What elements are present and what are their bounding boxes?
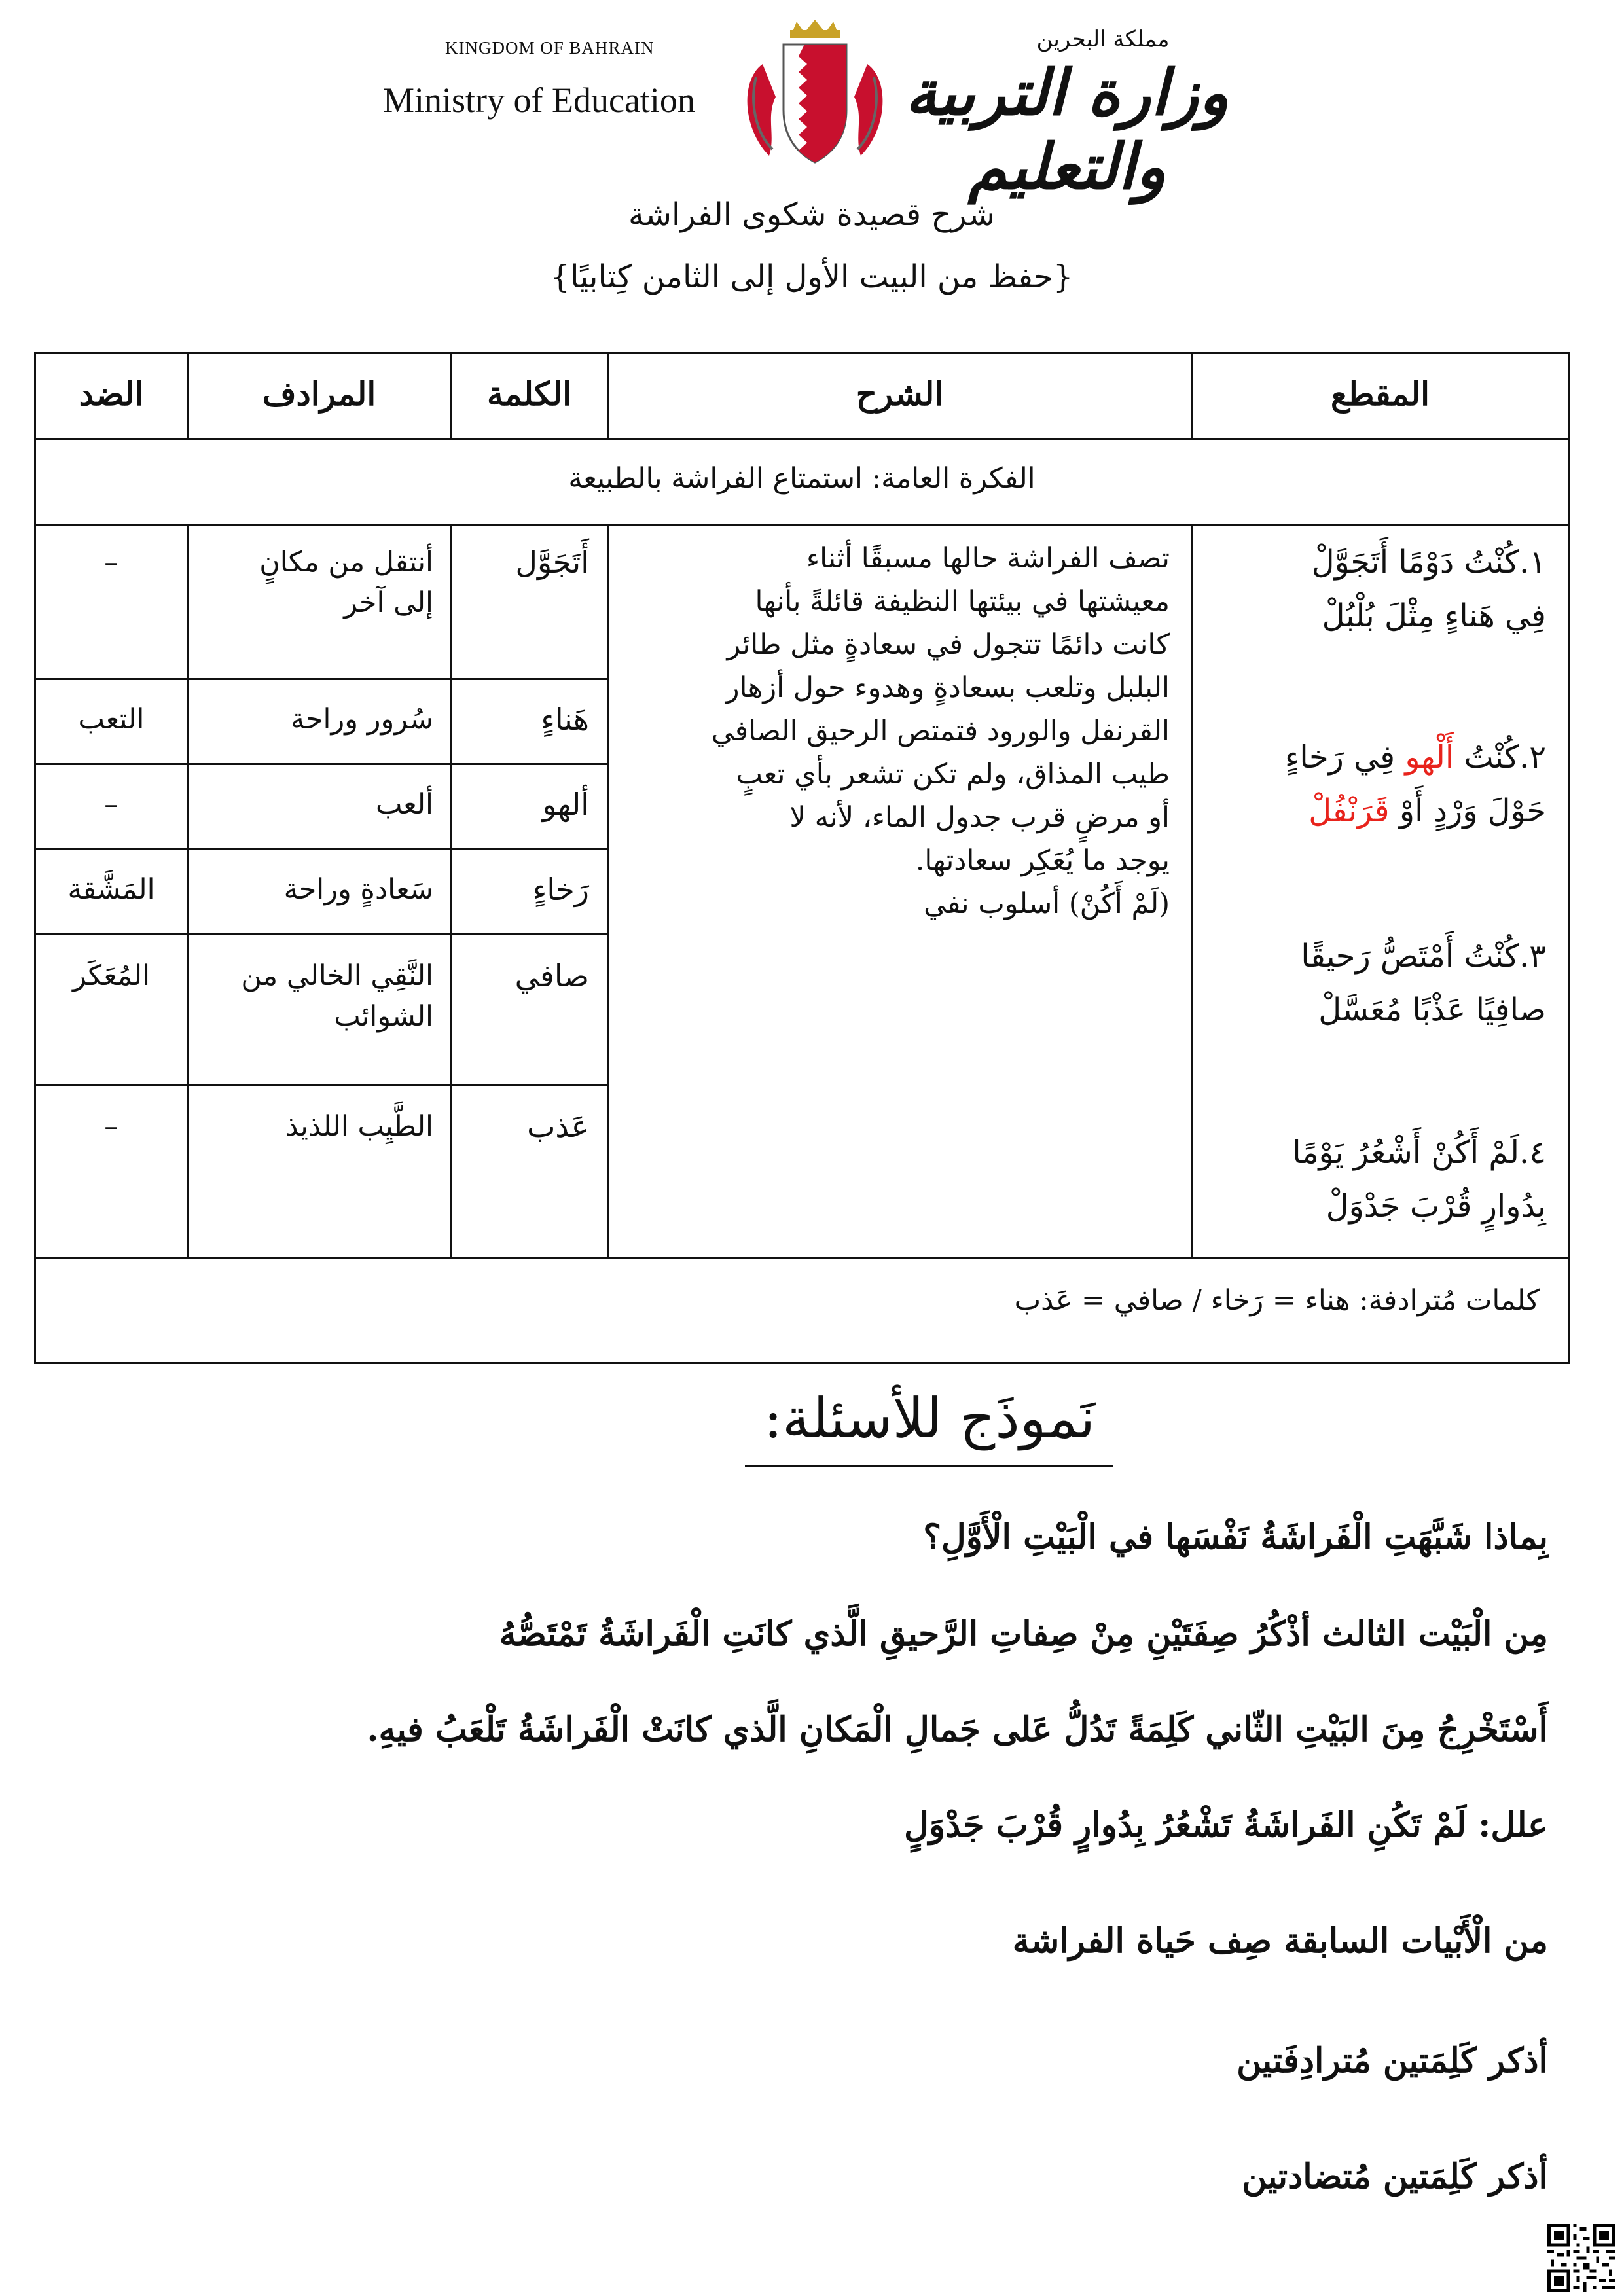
vocab-synonym: الطَّيِب اللذيذ [285,1110,433,1143]
vocab-antonym: المُعَكَر [72,960,151,992]
heading-underline [745,1465,1113,1467]
question-1: بِماذا شَبَّهَتِ الْفَراشَةُ نَفْسَها في الْبَيْتِ الْأَوَّلِ؟ [923,1517,1548,1557]
vocab-antonym: – [104,1110,118,1143]
explanation-text: تصف الفراشة حالها مسبقًا أثناء معيشتها في بيئتها النظيفة قائلةً بأنها كانت دائمًا تتجول في سعادةٍ مثل طائر البلبل وتلعب بسعادةٍ وهدوء حول أزهار القرنفل والورود فتمتص الرحيق الصافي طيب المذاق، ولم تكن تشعر بأي تعبٍ أو مرضٍ قرب جدول الماء، لأنه لا يوجد ما يُعَكِر سعادتها. (لَمْ أَكُنْ) أسلوب نفي [711,542,1170,920]
header-excerpt: المقطع [1331,374,1430,413]
header-antonym: الضد [79,374,144,413]
header-explanation: الشرح [856,374,944,413]
vocab-word: هَناءٍ [541,702,589,737]
vocab-synonym: سَعادةٍ وراحة [283,873,433,906]
question-5: من الْأَبْيات السابقة صِف حَياة الفراشة [1012,1921,1548,1961]
highlight-word: قَرَنْفُلْ [1308,793,1390,829]
page-title: شرح قصيدة شكوى الفراشة [628,196,995,233]
kingdom-label-arabic: مملكة البحرين [1036,26,1170,52]
question-3: أَسْتَخْرِجُ مِنَ البَيْتِ الثّاني كَلِمَةً تَدُلُّ عَلى جَمالِ الْمَكانِ الَّذي كانَتْ الْفَراشَةُ تَلْعَبُ فيهِ. [367,1710,1548,1749]
vocab-antonym: – [104,788,118,821]
synonyms-note: كلمات مُترادفة: هناء = رَخاء / صافي = عَذب [1014,1284,1540,1317]
kingdom-label: KINGDOM OF BAHRAIN [445,38,655,58]
question-4: علل: لَمْ تَكُنِ الفَراشَةُ تَشْعُرُ بِدُوارٍ قُرْبَ جَدْوَلٍ [904,1805,1548,1845]
questions-heading: نَموذَج للأسئلة: [763,1386,1096,1450]
vocab-antonym: المَشَّقة [67,873,155,906]
bahrain-emblem-icon [736,18,893,169]
vocab-synonym: أنتقل من مكانٍ إلى آخر [259,546,433,619]
vocab-antonym: التعب [78,703,145,736]
header-synonym: المرادف [262,374,376,413]
vocab-word: صافي [514,958,589,994]
vocab-word: ألهو [542,787,589,822]
question-6: أذكر كَلِمَتين مُترادِفَتين [1236,2041,1548,2081]
vocab-word: عَذب [527,1109,589,1144]
question-7: أذكر كَلِمَتين مُتضادتين [1242,2157,1548,2197]
question-2: مِن الْبَيْت الثالث أذْكُرُ صِفَتَيْنِ مِنْ صِفاتِ الرَّحيقِ الَّذي كانَتِ الْفَراشَةُ تَمْتَصُّهُ [499,1614,1548,1654]
verse-1: ١.كُنْتُ دَوْمًا أَتَجَوَّلْ فِي هَناءٍ مِثْلَ بُلْبُلْ [1311,544,1546,634]
header-word: الكلمة [486,374,571,413]
verse-3: ٣.كُنْتُ أَمْتَصُّ رَحيقًا صافِيًا عَذْبًا مُعَسَّلْ [1301,938,1546,1028]
verse-4: ٤.لَمْ أَكُنْ أَشْعُرُ يَوْمًا بِدُوارٍ قُرْبَ جَدْوَلْ [1292,1134,1546,1225]
vocab-word: رَخاءٍ [532,872,589,907]
page-subtitle: {حفظ من البيت الأول إلى الثامن كِتابيًا} [550,259,1074,295]
vocab-word: أَتَجَوَّل [515,545,589,580]
verse-2: ٢.كُنْتُ أَلْهو فِي رَخاءٍ حَوْلَ وَرْدٍ أَوْ قَرَنْفُلْ [1284,739,1546,829]
highlight-word: أَلْهو [1405,739,1454,776]
vocab-antonym: – [104,546,118,579]
ministry-label-arabic: وزارة التربية والتعليم [905,56,1229,204]
ministry-label: Ministry of Education [383,81,695,120]
vocab-synonym: ألعب [375,788,433,821]
explanation-table [34,352,1570,1364]
vocab-synonym: النَّقِي الخالي من الشوائب [241,960,433,1033]
general-idea: الفكرة العامة: استمتاع الفراشة بالطبيعة [568,462,1036,495]
vocab-synonym: سُرور وراحة [290,703,433,736]
qr-code-icon [1547,2224,1615,2292]
